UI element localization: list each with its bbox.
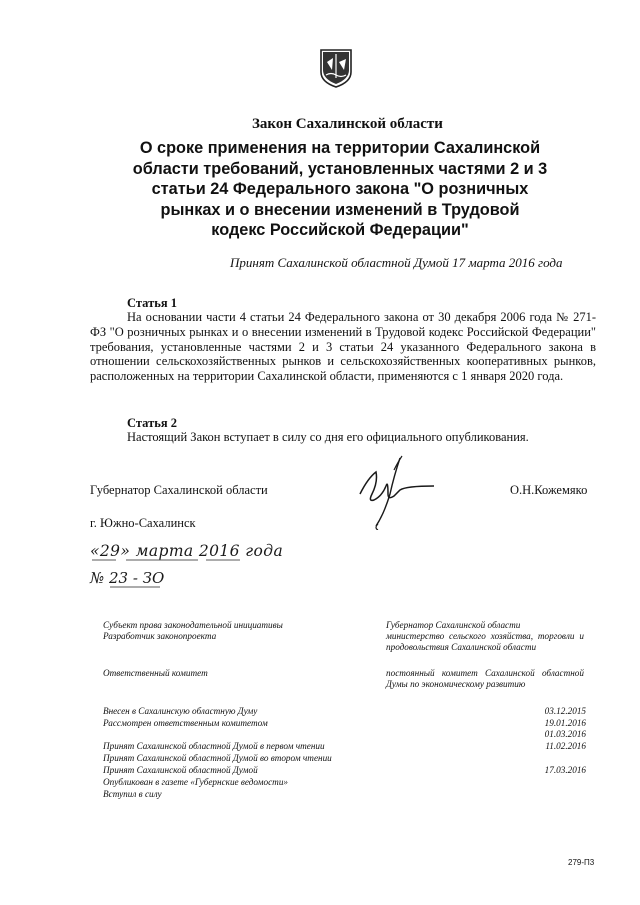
info-label: Субъект права законодательной инициативы xyxy=(103,620,283,630)
date-value: 19.01.2016 xyxy=(544,718,586,728)
city: г. Южно-Сахалинск xyxy=(90,516,196,530)
governor-name: О.Н.Кожемяко xyxy=(510,483,588,497)
info-label: Вступил в силу xyxy=(103,789,162,799)
title-line: кодекс Российской Федерации" xyxy=(211,221,469,239)
info-label: Ответственный комитет xyxy=(103,668,208,678)
info-label: Опубликован в газете «Губернские ведомости» xyxy=(103,777,289,787)
adoption-note: Принят Сахалинской областной Думой 17 марта 2016 года xyxy=(230,255,563,270)
article-2-text: Настоящий Закон вступает в силу со дня его официального опубликования. xyxy=(127,430,529,444)
signature xyxy=(338,450,438,530)
date-value: 17.03.2016 xyxy=(544,765,586,775)
initiator-value: Губернатор Сахалинской области xyxy=(386,620,521,630)
document-id: 279-П3 xyxy=(568,858,595,867)
date-value: 11.02.2016 xyxy=(545,741,586,751)
date-underline xyxy=(90,557,300,563)
handwritten-number: № 23 - ЗО xyxy=(90,569,165,587)
title-line: О сроке применения на территории Сахалинской xyxy=(139,139,541,157)
article-1-heading: Статья 1 xyxy=(127,296,177,310)
number-underline xyxy=(108,585,168,590)
governor-title: Губернатор Сахалинской области xyxy=(90,483,268,497)
sakhalin-coat-of-arms-icon xyxy=(319,48,353,88)
info-label: Принят Сахалинской областной Думой во втором чтении xyxy=(103,753,332,763)
law-title xyxy=(100,138,580,241)
info-label: Принят Сахалинской областной Думой в первом чтении xyxy=(103,741,325,751)
info-label: Разработчик законопроекта xyxy=(103,631,217,641)
committee-value: постоянный комитет Сахалинской областной Думы по экономическому развитию xyxy=(386,668,584,689)
date-value: 03.12.2015 xyxy=(544,706,586,716)
title-line: статьи 24 Федерального закона "О розничных xyxy=(151,180,529,198)
law-header: Закон Сахалинской области xyxy=(252,116,443,132)
info-label: Рассмотрен ответственным комитетом xyxy=(103,718,268,728)
article-2-heading: Статья 2 xyxy=(127,416,177,430)
info-label: Принят Сахалинской областной Думой xyxy=(103,765,258,775)
article-1-text: На основании части 4 статьи 24 Федерального закона от 30 декабря 2006 года № 271-ФЗ "О розничных рынках и о внесении изменений в Трудовой кодекс Российской Федерации" требования, установленные частями 2 и 3 статьи 24 указанного Федерального закона в отношении сельскохозяйственных рынков и сельскохозяйственных кооперативных рынков, расположенных на территории Сахалинской области, применяются с 1 января 2020 года. xyxy=(90,310,596,384)
info-label: Внесен в Сахалинскую областную Думу xyxy=(103,706,258,716)
title-line: области требований, установленных частями 2 и 3 xyxy=(132,159,548,178)
developer-value: министерство сельского хозяйства, торговли и продовольствия Сахалинской области xyxy=(386,631,584,652)
handwritten-date: «29» марта 2016 года xyxy=(90,542,284,560)
title-line: рынках и о внесении изменений в Трудовой xyxy=(160,200,520,219)
date-value: 01.03.2016 xyxy=(544,729,586,739)
